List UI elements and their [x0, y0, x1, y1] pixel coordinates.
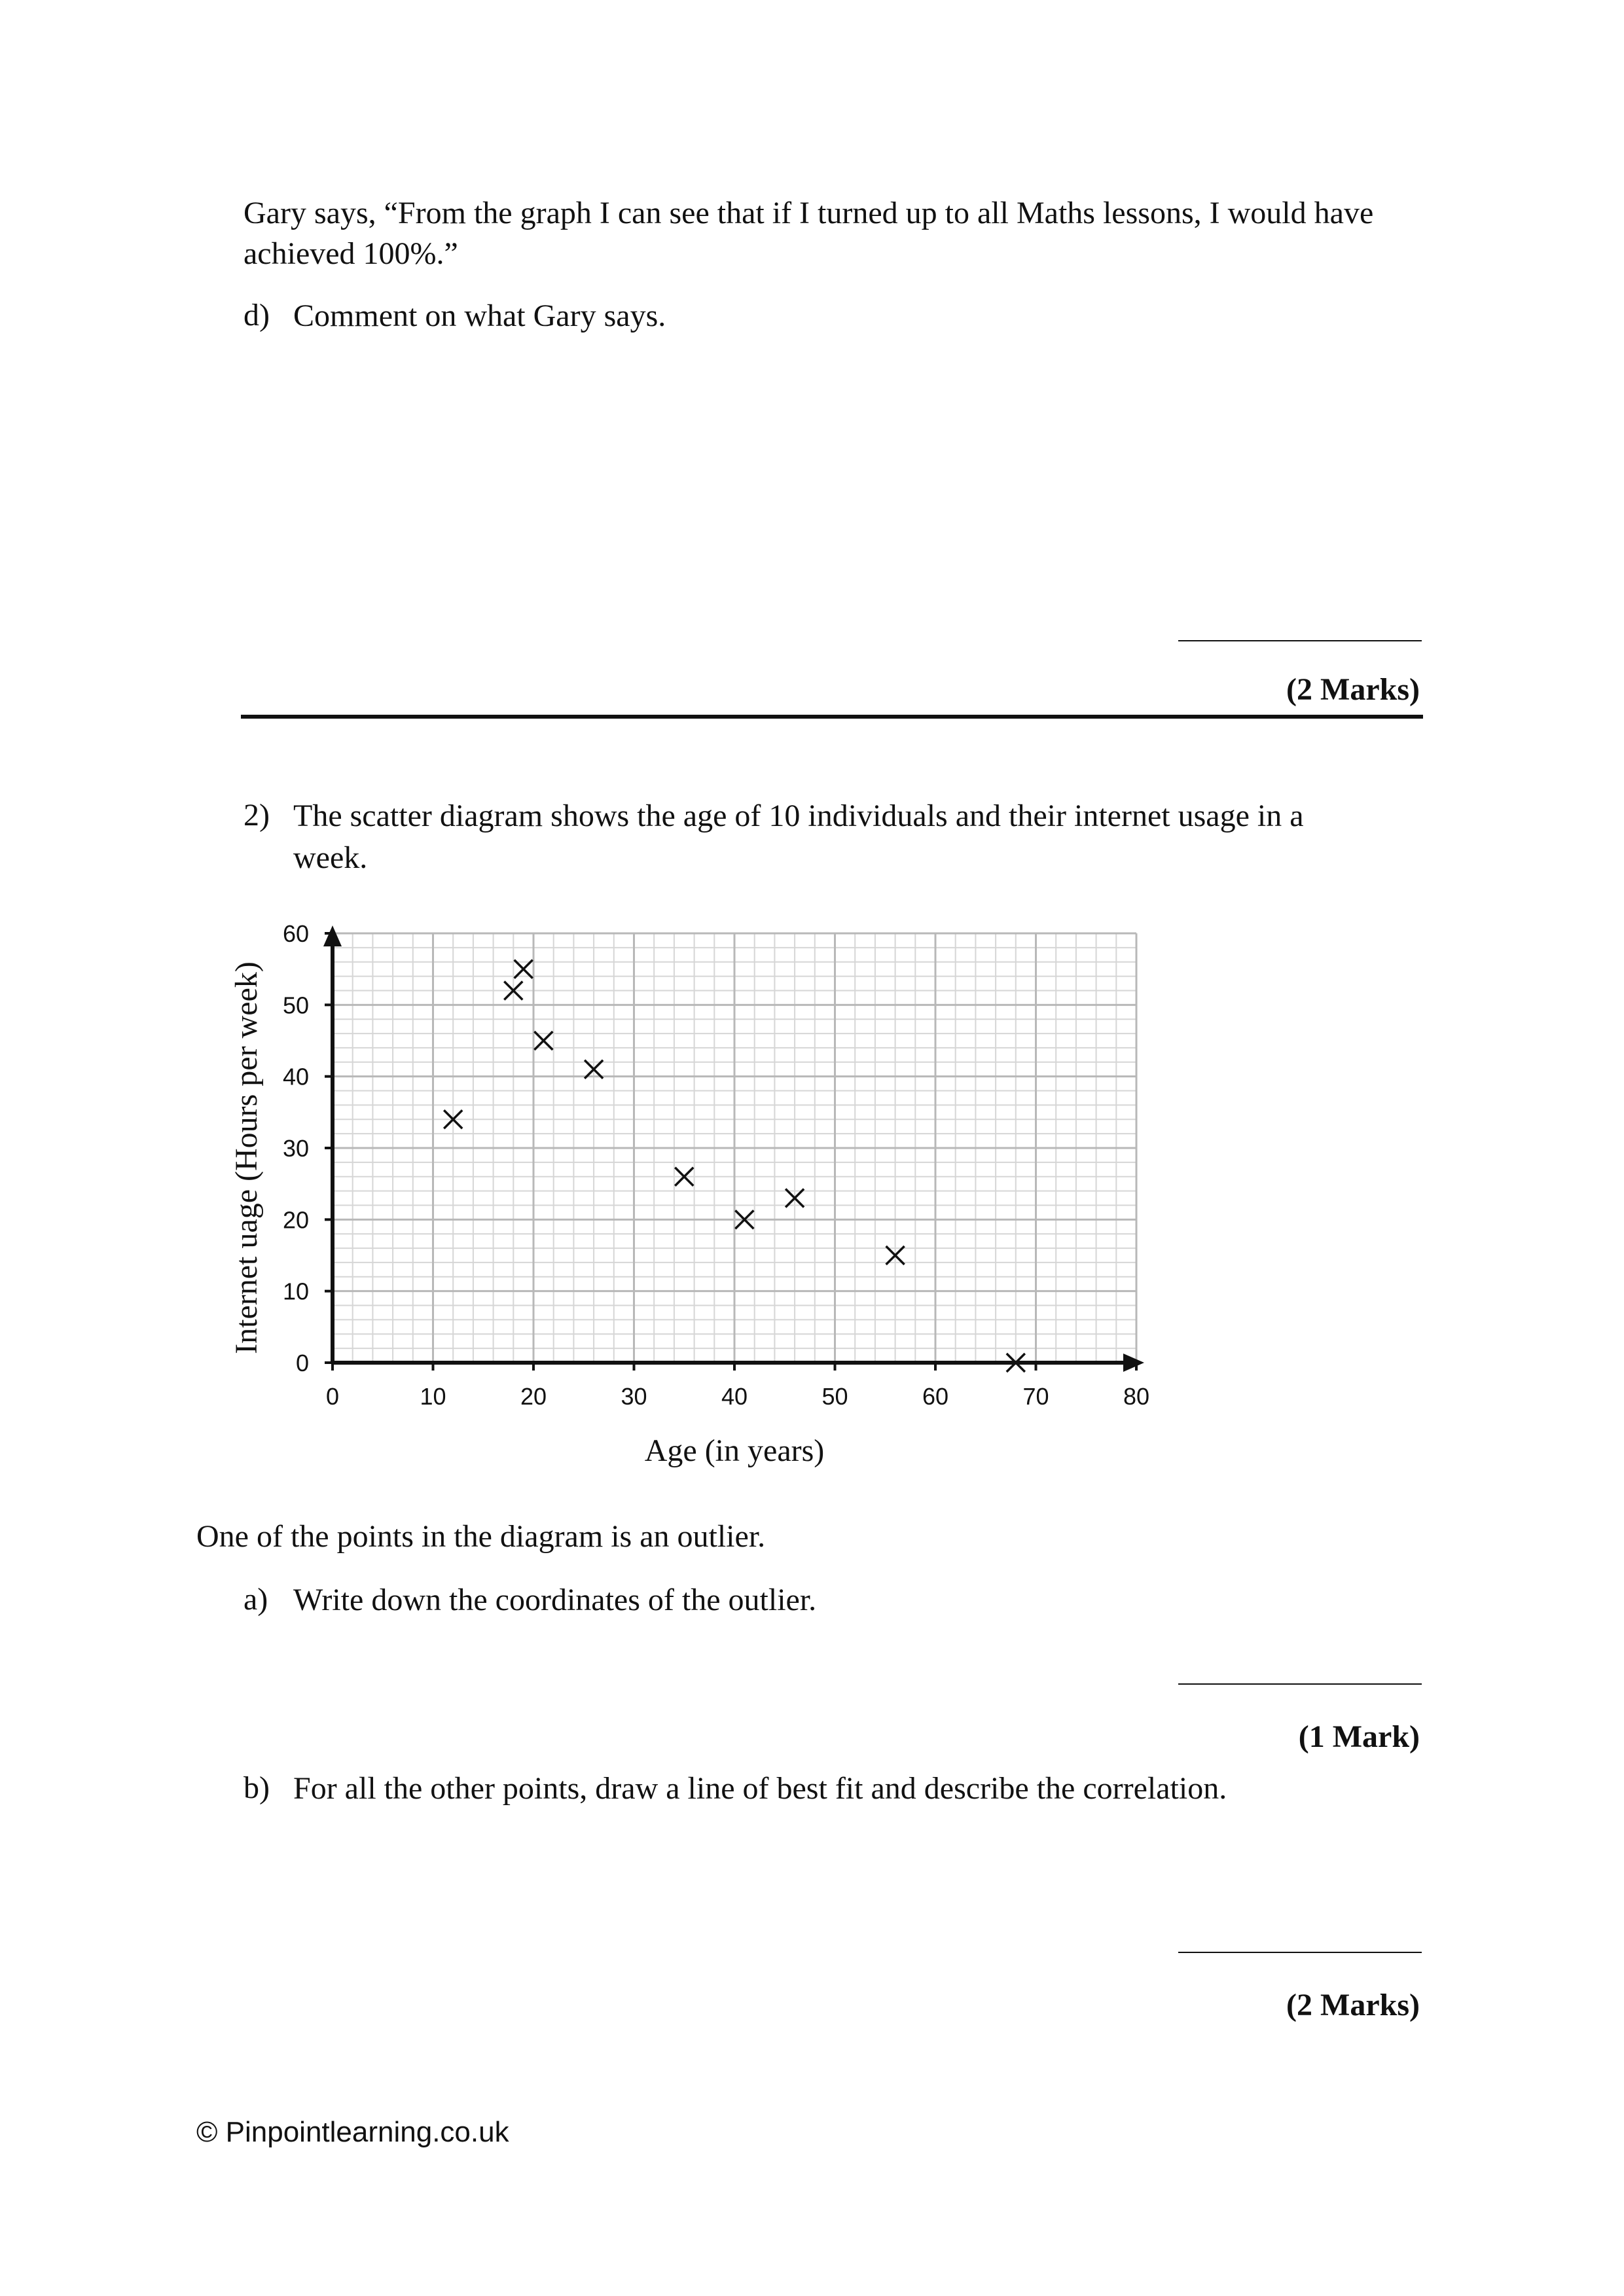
part-b-label: b) — [244, 1770, 270, 1805]
part-a-label: a) — [244, 1582, 268, 1617]
x-tick-label: 30 — [621, 1383, 647, 1410]
x-tick-label: 0 — [325, 1383, 340, 1410]
y-tick-label: 20 — [282, 1206, 309, 1234]
question-2-line-2: week. — [293, 840, 368, 875]
outlier-statement: One of the points in the diagram is an outlier. — [196, 1519, 766, 1554]
y-tick-label: 40 — [282, 1063, 309, 1090]
x-tick-label: 50 — [821, 1383, 848, 1410]
y-tick-label: 50 — [282, 992, 309, 1019]
x-tick-labels — [326, 1383, 1149, 1410]
x-tick-label: 20 — [520, 1383, 547, 1410]
intro-line-1: Gary says, “From the graph I can see that if I turned up to all Maths lessons, I would have — [244, 196, 1374, 230]
x-axis-arrow — [1123, 1354, 1144, 1372]
y-tick-label: 0 — [295, 1350, 309, 1376]
x-tick-label: 10 — [420, 1383, 446, 1410]
part-a-marks: (1 Mark) — [1298, 1719, 1420, 1754]
y-tick-label: 30 — [282, 1135, 309, 1162]
part-d-question: Comment on what Gary says. — [293, 298, 666, 333]
scatter-diagram — [223, 903, 1204, 1479]
x-tick-label: 60 — [922, 1383, 949, 1410]
part-a-answer-line[interactable] — [1178, 1683, 1422, 1685]
part-b-answer-line[interactable] — [1178, 1952, 1422, 1953]
y-axis-label: Internet uage (Hours per week) — [229, 961, 264, 1354]
part-a-question: Write down the coordinates of the outlier. — [293, 1583, 817, 1617]
x-axis-label: Age (in years) — [644, 1433, 825, 1468]
question-2-number: 2) — [244, 798, 270, 833]
part-d-marks: (2 Marks) — [1286, 672, 1420, 707]
data-point — [514, 960, 533, 978]
x-tick-label: 70 — [1022, 1383, 1049, 1410]
intro-line-2: achieved 100%.” — [244, 236, 458, 271]
data-point — [534, 1031, 552, 1050]
y-tick-label: 10 — [282, 1278, 309, 1305]
x-tick-label: 80 — [1123, 1383, 1150, 1410]
question-2-line-1: The scatter diagram shows the age of 10 individuals and their internet usage in a — [293, 798, 1304, 833]
y-tick-labels — [283, 920, 309, 1376]
part-d-label: d) — [244, 298, 270, 332]
part-b-question: For all the other points, draw a line of best fit and describe the correlation. — [293, 1771, 1227, 1806]
x-tick-label: 40 — [721, 1383, 748, 1410]
section-divider — [241, 715, 1423, 719]
y-axis-arrow — [323, 925, 342, 946]
footer-copyright: © Pinpointlearning.co.uk — [196, 2116, 509, 2148]
y-tick-label: 60 — [282, 920, 309, 947]
part-d-answer-line[interactable] — [1178, 640, 1422, 641]
part-b-marks: (2 Marks) — [1286, 1988, 1420, 2022]
